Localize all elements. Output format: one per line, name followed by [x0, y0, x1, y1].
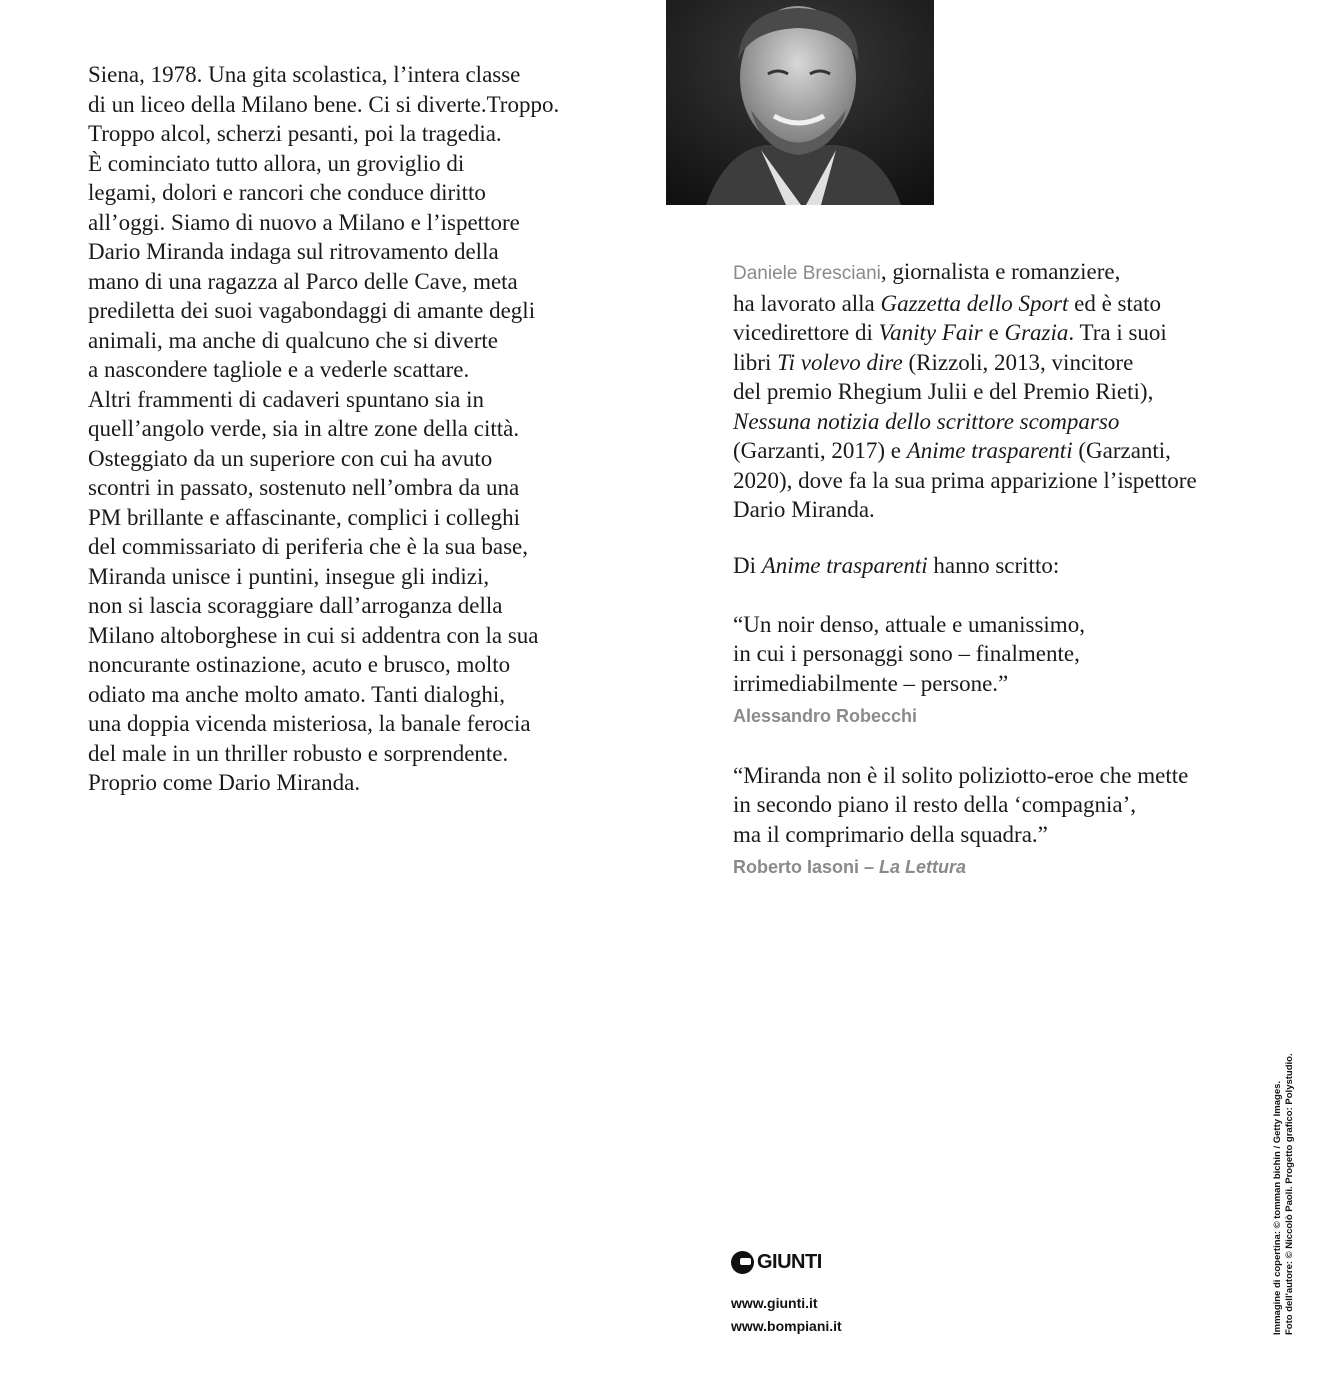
blurb-line: noncurante ostinazione, acuto e brusco, molto	[88, 652, 511, 677]
blurb-line: Altri frammenti di cadaveri spuntano sia in	[88, 386, 484, 412]
blurb-line: scontri in passato, sostenuto nell’ombra da una	[88, 475, 520, 500]
blurb-line: legami, dolori e rancori che conduce diritto	[88, 180, 486, 205]
bio-line-6: Nessuna notizia dello scrittore scomparso	[733, 408, 1120, 434]
blurb-line: PM brillante e affascinante, complici i colleghi	[88, 504, 520, 530]
bio-line-2: ha lavorato alla Gazzetta dello Sport ed è stato	[733, 290, 1161, 316]
blurb-line: di un liceo della Milano bene. Ci si diverte.Troppo.	[88, 91, 560, 117]
publisher-urls	[731, 1292, 842, 1338]
blurb-line: odiato ma anche molto amato. Tanti dialoghi,	[88, 681, 505, 707]
blurb-line: quell’angolo verde, sia in altre zone della città.	[88, 416, 520, 441]
back-cover-blurb	[88, 60, 628, 798]
giunti-logo-icon	[731, 1251, 754, 1274]
review-quote: “Miranda non è il solito poliziotto-eroe che mette in secondo piano il resto della ‘compagnia’, ma il comprimario della squadra.” Roberto Iasoni – La Lettura	[733, 761, 1293, 883]
bio-line-7: (Garzanti, 2017) e Anime trasparenti (Garzanti,	[733, 438, 1171, 463]
author-photo	[666, 0, 934, 205]
blurb-line: del commissariato di periferia che è la sua base,	[88, 534, 529, 559]
blurb-line: una doppia vicenda misteriosa, la banale ferocia	[88, 711, 531, 736]
blurb-line: all’oggi. Siamo di nuovo a Milano e l’ispettore	[88, 209, 520, 235]
review-author: Roberto Iasoni – La Lettura	[733, 857, 967, 877]
bio-line-9: Dario Miranda.	[733, 497, 875, 522]
author-name: Daniele Bresciani	[733, 263, 881, 284]
credit-line: Foto dell'autore: © Niccolò Paoli. Progetto grafico: Polystudio.	[1284, 1053, 1295, 1335]
blurb-line: mano di una ragazza al Parco delle Cave, meta	[88, 268, 518, 294]
image-credits	[1272, 1035, 1296, 1335]
blurb-line: Miranda unisce i puntini, insegue gli indizi,	[88, 563, 490, 589]
reviews-intro: Di Anime trasparenti hanno scritto:	[733, 553, 1060, 578]
blurb-line: prediletta dei suoi vagabondaggi di amante degli	[88, 298, 536, 323]
blurb-line: Troppo alcol, scherzi pesanti, poi la tragedia.	[88, 121, 502, 146]
blurb-line: Milano altoborghese in cui si addentra con la sua	[88, 622, 539, 648]
author-bio	[733, 257, 1293, 525]
publisher-name: GIUNTI	[757, 1251, 822, 1273]
bio-line-3: vicedirettore di Vanity Fair e Grazia. Tra i suoi	[733, 320, 1167, 345]
press-reviews	[733, 551, 1293, 912]
blurb-line: animali, ma anche di qualcuno che si diverte	[88, 327, 499, 353]
blurb-line: a nascondere tagliole e a vederle scattare.	[88, 357, 470, 382]
url-giunti-link[interactable]: www.giunti.it	[731, 1295, 818, 1311]
bio-line-8: 2020), dove fa la sua prima apparizione l’ispettore	[733, 467, 1197, 493]
bio-line-1: Daniele Bresciani, giornalista e romanziere,	[733, 259, 1121, 284]
publisher-logo	[731, 1251, 822, 1274]
blurb-line: del male in un thriller robusto e sorprendente.	[88, 740, 509, 766]
blurb-line: non si lascia scoraggiare dall’arroganza della	[88, 593, 503, 618]
review-quote: “Un noir denso, attuale e umanissimo, in cui i personaggi sono – finalmente, irrimediabilmente – persone.” Alessandro Robecchi	[733, 610, 1293, 732]
bio-line-5: del premio Rhegium Julii e del Premio Rieti),	[733, 379, 1154, 404]
review-author: Alessandro Robecchi	[733, 706, 918, 726]
blurb-line: Proprio come Dario Miranda.	[88, 770, 361, 795]
blurb-line: Dario Miranda indaga sul ritrovamento della	[88, 239, 499, 264]
blurb-line: Siena, 1978. Una gita scolastica, l’intera classe	[88, 62, 521, 87]
bio-line-4: libri Ti volevo dire (Rizzoli, 2013, vincitore	[733, 349, 1134, 375]
credit-line: Immagine di copertina: © tomman bichin / Getty Images.	[1272, 1080, 1283, 1335]
url-bompiani-link[interactable]: www.bompiani.it	[731, 1318, 842, 1334]
blurb-line: È cominciato tutto allora, un groviglio di	[88, 150, 465, 176]
blurb-line: Osteggiato da un superiore con cui ha avuto	[88, 445, 493, 471]
